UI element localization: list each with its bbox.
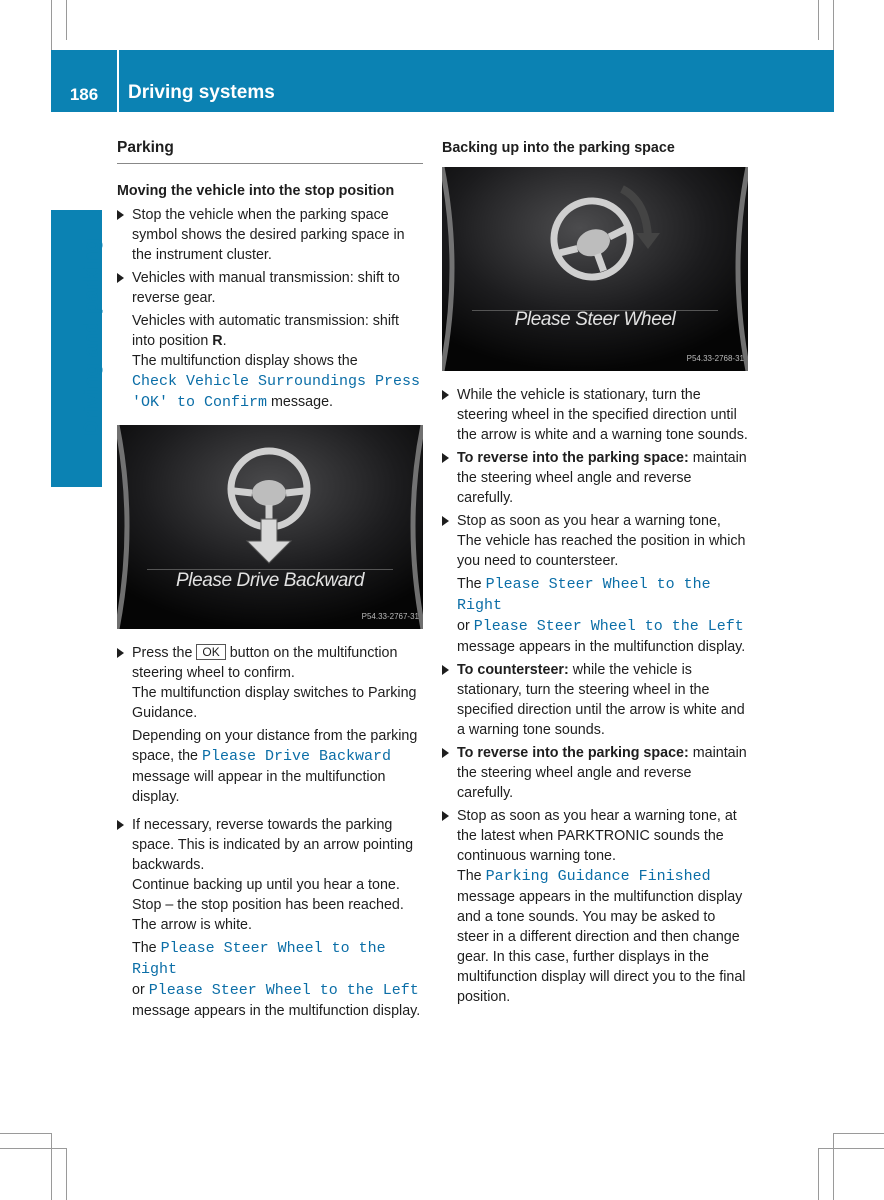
ok-button-symbol: OK xyxy=(196,644,225,660)
step-arrow-icon xyxy=(442,665,449,675)
step-arrow-icon xyxy=(442,811,449,821)
crop-mark xyxy=(66,1148,67,1200)
step-text: Press the OK button on the multifunction steering wheel to confirm. The multifunction display switches to Parking Guidance. xyxy=(132,645,417,721)
step-arrow-icon xyxy=(442,453,449,463)
parking-heading: Parking xyxy=(117,138,423,164)
crop-mark xyxy=(66,0,67,40)
step-text: To reverse into the parking space: maintain the steering wheel angle and reverse carefully. xyxy=(457,450,747,506)
display-message: Check Vehicle Surroundings Press 'OK' to Confirm xyxy=(132,373,421,411)
step-text: While the vehicle is stationary, turn the steering wheel in the specified direction until the arrow is white and a warning tone sounds. xyxy=(457,387,748,443)
step-arrow-icon xyxy=(442,516,449,526)
display-message: Please Steer Wheel to the Right xyxy=(132,940,386,978)
instruction-step xyxy=(442,660,748,740)
display-message: Please Steer Wheel to the Right xyxy=(457,576,711,614)
step-arrow-icon xyxy=(442,390,449,400)
right-column xyxy=(442,138,748,1010)
step-text: Stop as soon as you hear a warning tone, at the latest when PARKTRONIC sounds the continuous warning tone. The Parking Guidance Finished message appears in the multifunction display and a tone sounds. You may be asked to steer in a different direction and then change gear. In this case, further displays in the multifunction display will direct you to the final position. xyxy=(457,808,746,1005)
step-text: To reverse into the parking space: maintain the steering wheel angle and reverse carefully. xyxy=(457,745,747,801)
image-reference: P54.33-2767-31 xyxy=(361,612,419,621)
step-arrow-icon xyxy=(117,273,124,283)
crop-mark xyxy=(833,1133,884,1134)
step-arrow-icon xyxy=(442,748,449,758)
display-message: Please Steer Wheel to the Left xyxy=(148,982,419,999)
display-message: Please Drive Backward xyxy=(201,748,391,765)
display-image-drive-backward xyxy=(117,425,423,629)
page-number: 186 xyxy=(69,85,99,104)
crop-mark xyxy=(51,0,52,50)
instruction-step xyxy=(442,385,748,445)
image-reference: P54.33-2768-31 xyxy=(686,354,744,363)
display-message: Parking Guidance Finished xyxy=(485,868,711,885)
crop-mark xyxy=(0,1133,51,1134)
crop-mark xyxy=(833,0,834,50)
image-caption: Please Steer Wheel xyxy=(514,309,676,330)
instruction-step xyxy=(117,268,423,413)
display-message: Please Steer Wheel to the Left xyxy=(473,618,744,635)
crop-mark xyxy=(0,1148,66,1149)
image-caption: Please Drive Backward xyxy=(175,570,364,591)
header-divider xyxy=(117,50,119,112)
step-arrow-icon xyxy=(117,648,124,658)
display-image-steer-wheel xyxy=(442,167,748,371)
stop-position-subheading: Moving the vehicle into the stop position xyxy=(117,183,395,199)
step-note: The Please Steer Wheel to the Right or Please Steer Wheel to the Left message appears in the multifunction display. xyxy=(132,940,421,1019)
instruction-step xyxy=(442,743,748,803)
crop-mark xyxy=(51,1133,52,1200)
drive-backward-graphic xyxy=(117,425,423,629)
side-tab-label: Driving and parking xyxy=(80,238,103,436)
steer-wheel-graphic xyxy=(442,167,748,371)
step-text: To countersteer: while the vehicle is stationary, turn the steering wheel in the specified direction until the arrow is white and a warning tone sounds. xyxy=(457,662,745,738)
instruction-step xyxy=(117,643,423,807)
instruction-step xyxy=(442,448,748,508)
step-text: Stop the vehicle when the parking space symbol shows the desired parking space in the instrument cluster. xyxy=(132,207,405,263)
step-text: Stop as soon as you hear a warning tone, The vehicle has reached the position in which you need to countersteer. xyxy=(457,513,746,569)
step-text: Vehicles with manual transmission: shift to reverse gear. xyxy=(132,270,400,306)
step-note: The Please Steer Wheel to the Right or Please Steer Wheel to the Left message appears in the multifunction display. xyxy=(457,576,746,655)
left-column xyxy=(117,138,423,1024)
step-note: Vehicles with automatic transmission: shift into position R. The multifunction display shows the Check Vehicle Surroundings Press 'OK' to Confirm message. xyxy=(132,313,421,411)
step-note: Depending on your distance from the parking space, the Please Drive Backward message will appear in the multifunction display. xyxy=(132,728,418,805)
instruction-step xyxy=(117,815,423,1021)
crop-mark xyxy=(818,0,819,40)
step-arrow-icon xyxy=(117,210,124,220)
instruction-step xyxy=(442,511,748,657)
backing-up-heading: Backing up into the parking space xyxy=(442,140,675,156)
instruction-step xyxy=(117,205,423,265)
step-text: If necessary, reverse towards the parking space. This is indicated by an arrow pointing backwards. Continue backing up until you hear a tone. Stop – the stop position has been reached. The arrow is white. xyxy=(132,817,414,933)
step-arrow-icon xyxy=(117,820,124,830)
section-title: Driving systems xyxy=(128,82,275,103)
crop-mark xyxy=(818,1148,819,1200)
crop-mark xyxy=(833,1133,834,1200)
instruction-step xyxy=(442,806,748,1007)
crop-mark xyxy=(818,1148,884,1149)
